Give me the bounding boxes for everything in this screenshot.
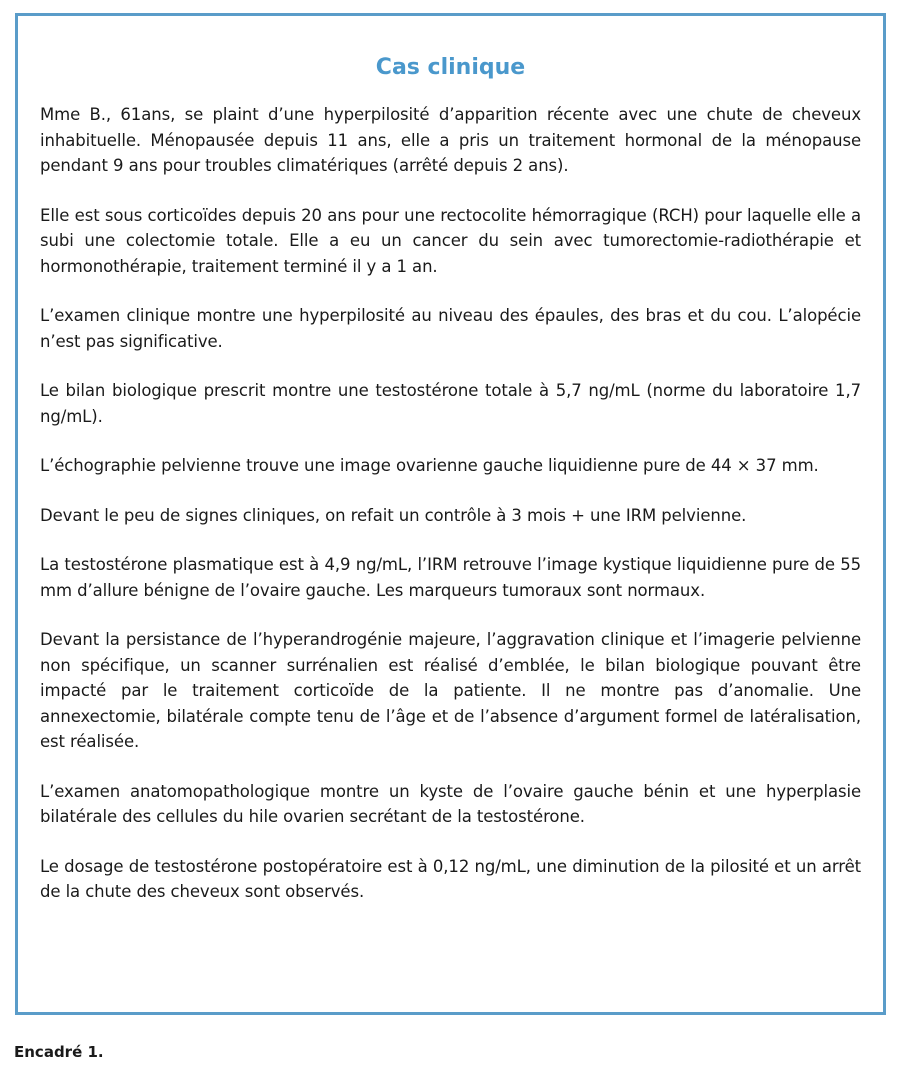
paragraph-2: Elle est sous corticoïdes depuis 20 ans pour une rectocolite hémorragique (RCH) pour laquelle elle a subi une colectomie totale. Elle a eu un cancer du sein avec tumorectomie-radiothérapie et hormonothérapie, traitement terminé il y a 1 an.	[40, 205, 861, 276]
paragraph-6: Devant le peu de signes cliniques, on refait un contrôle à 3 mois + une IRM pelvienne.	[40, 505, 747, 525]
paragraph-4: Le bilan biologique prescrit montre une testostérone totale à 5,7 ng/mL (norme du laboratoire 1,7 ng/mL).	[40, 381, 861, 426]
case-box	[15, 13, 886, 1015]
paragraph-1: Mme B., 61ans, se plaint d’une hyperpilosité d’apparition récente avec une chute de cheveux inhabituelle. Ménopausée depuis 11 ans, elle a pris un traitement hormonal de la ménopause pendant 9 ans pour troubles climatériques (arrêté depuis 2 ans).	[40, 105, 861, 175]
paragraph-3: L’examen clinique montre une hyperpilosité au niveau des épaules, des bras et du cou. L’alopécie n’est pas significative.	[40, 306, 861, 351]
paragraph-10: Le dosage de testostérone postopératoire est à 0,12 ng/mL, une diminution de la pilosité et un arrêt de la chute des cheveux sont observés.	[40, 856, 861, 901]
paragraph-8: Devant la persistance de l’hyperandrogénie majeure, l’aggravation clinique et l’imagerie pelvienne non spécifique, un scanner surrénalien est réalisé d’emblée, le bilan biologique pouvant être impacté par le traitement corticoïde de la patiente. Il ne montre pas d’anomalie. Une annexectomie, bilatérale compte tenu de l’âge et de l’absence d’argument formel de latéralisation, est réalisée.	[40, 630, 861, 751]
paragraph-7: La testostérone plasmatique est à 4,9 ng/mL, l’IRM retrouve l’image kystique liquidienne pure de 55 mm d’allure bénigne de l’ovaire gauche. Les marqueurs tumoraux sont normaux.	[40, 555, 861, 600]
paragraph-9: L’examen anatomopathologique montre un kyste de l’ovaire gauche bénin et une hyperplasie bilatérale des cellules du hile ovarien secrétant de la testostérone.	[40, 781, 861, 826]
box-caption: Encadré 1.	[14, 1043, 104, 1061]
box-title: Cas clinique	[375, 55, 526, 80]
paragraph-5: L’échographie pelvienne trouve une image ovarienne gauche liquidienne pure de 44 × 37 mm.	[40, 456, 819, 475]
